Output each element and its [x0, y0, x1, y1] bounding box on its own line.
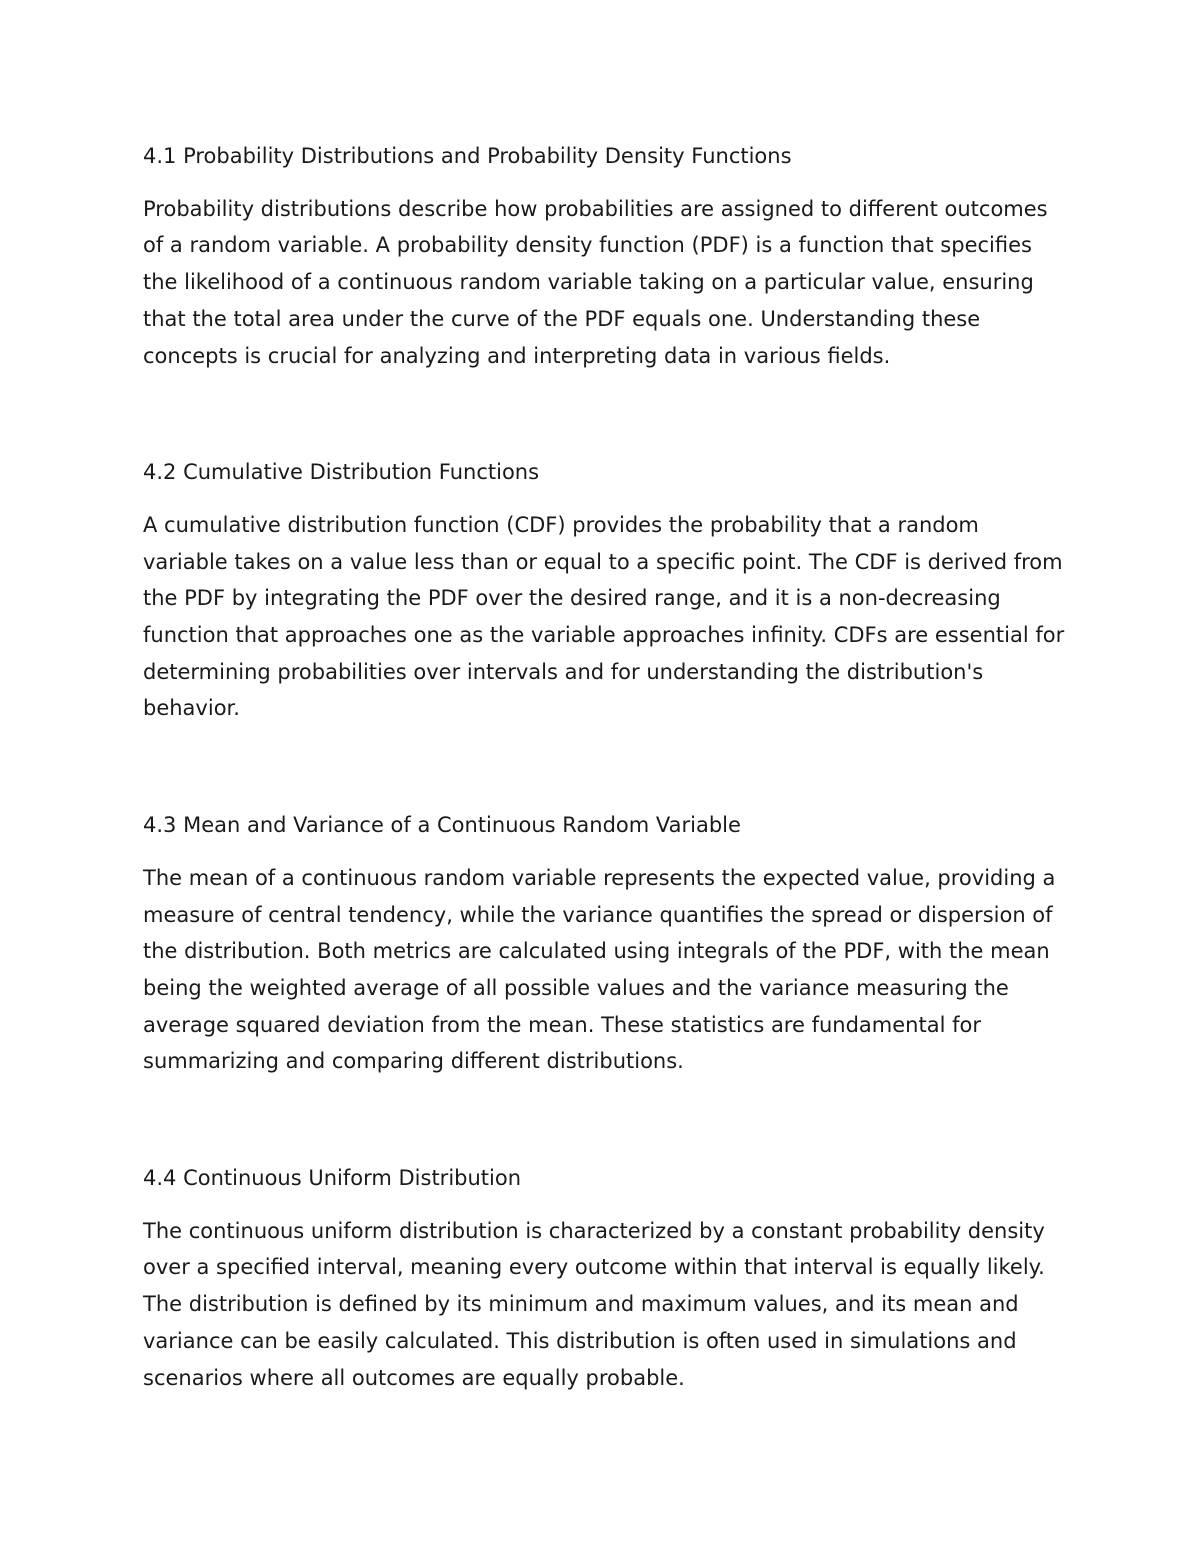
section-heading: 4.2 Cumulative Distribution Functions: [143, 460, 540, 485]
section-heading: 4.4 Continuous Uniform Distribution: [143, 1166, 522, 1191]
section-4-4: [143, 1160, 1068, 1396]
section-heading: 4.1 Probability Distributions and Probability Density Functions: [143, 144, 792, 168]
section-heading: 4.3 Mean and Variance of a Continuous Random Variable: [143, 813, 741, 838]
section-paragraph: The continuous uniform distribution is characterized by a constant probability density over a specified interval, meaning every outcome within that interval is equally likely. The distribution is defined by its minimum and maximum values, and its mean and variance can be easily calculated. This distribution is often used in simulations and scenarios where all outcomes are equally probable.: [143, 1218, 1045, 1390]
section-paragraph: A cumulative distribution function (CDF) provides the probability that a random variable takes on a value less than or equal to a specific point. The CDF is derived from the PDF by integrating the PDF over the desired range, and it is a non-decreasing function that approaches one as the variable approaches infinity. CDFs are essential for determining probabilities over intervals and for understanding the distribution's behavior.: [143, 512, 1065, 721]
section-paragraph: Probability distributions describe how probabilities are assigned to different outcomes of a random variable. A probability density function (PDF) is a function that specifies the likelihood of a continuous random variable taking on a particular value, ensuring that the total area under the curve of the PDF equals one. Understanding these concepts is crucial for analyzing and interpreting data in various fields.: [143, 196, 1048, 368]
section-4-1: [143, 138, 1068, 374]
section-paragraph: The mean of a continuous random variable represents the expected value, providing a measure of central tendency, while the variance quantifies the spread or dispersion of the distribution. Both metrics are calculated using integrals of the PDF, with the mean being the weighted average of all possible values and the variance measuring the average squared deviation from the mean. These statistics are fundamental for summarizing and comparing different distributions.: [143, 865, 1056, 1074]
section-4-2: [143, 454, 1068, 727]
document-content: [143, 138, 1068, 1476]
section-4-3: [143, 807, 1068, 1080]
